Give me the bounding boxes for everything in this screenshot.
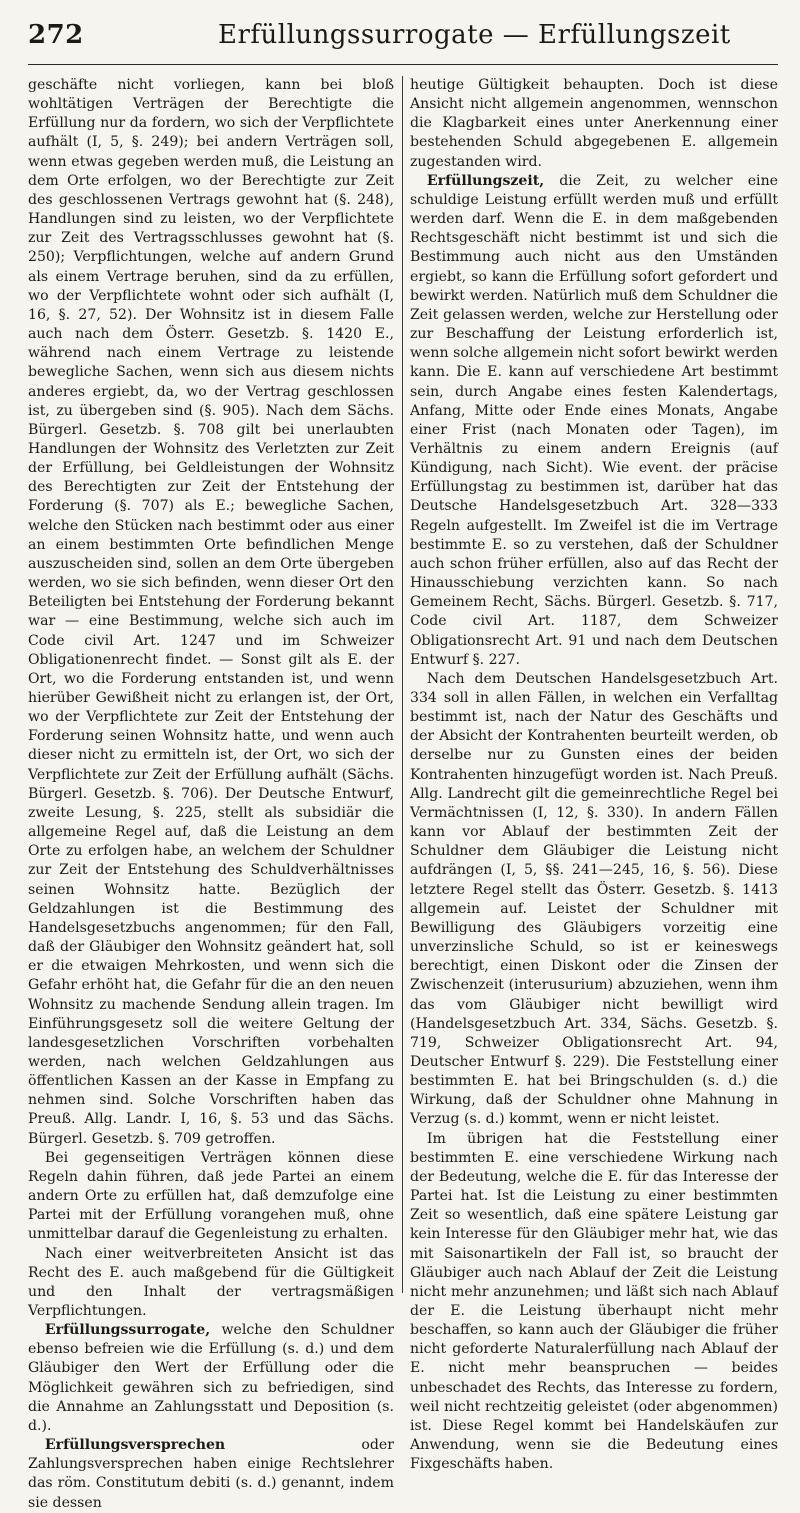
entry-text: die Zeit, zu welcher eine schuldige Leistung erfüllt werden muß und erfüllt werden darf. Wenn die E. in dem maßgebenden Rechtsgeschäft nicht bestimmt ist und sich die Bestimmung auch nicht aus den Umständen ergiebt, so kann die Erfüllung sofort gefordert und bewirkt werden. Natürlich muß dem Schuldner die Zeit gelassen werden, welche zur Herstellung oder zur Beschaffung der Leistung erforderlich ist, wenn solche allgemein nicht sofort bewirkt werden kann. Die E. kann auf verschiedene Art bestimmt sein, durch Angabe eines festen Kalendertags, Anfang, Mitte oder Ende eines Monats, Angabe einer Frist (nach Monaten oder Tagen), im Verhältnis zu einem andern Ereignis (auf Kündigung, nach Sicht). Wie event. der präcise Erfüllungstag zu bestimmen ist, darüber hat das Deutsche Handelsgesetzbuch Art. 328—333 Regeln aufgestellt. Im Zweifel ist die im Vertrage bestimmte E. so zu verstehen, daß der Schuldner auch schon früher erfüllen, also auf das Recht der Hinausschiebung verzichten kann. So nach Gemeinem Recht, Sächs. Bürgerl. Gesetzb. §. 717, Code civil Art. 1187, dem Schweizer Obligationsrecht Art. 91 und nach dem Deutschen Entwurf §. 227. [410,172,778,668]
entry-text: oder Zahlungsversprechen haben einige Rechtslehrer das röm. Constitutum debiti (s. d.) genannt, indem sie dessen [28,1437,394,1511]
page-number: 272 [28,20,84,50]
paragraph: heutige Gültigkeit behaupten. Doch ist diese Ansicht nicht allgemein angenommen, wennschon die Klagbarkeit eines unter Anerkennung einer bestehenden Schuld abgegebenen E. allgemein zugestanden wird. [410,77,778,170]
paragraph: Bei gegenseitigen Verträgen können diese Regeln dahin führen, daß jede Partei an einem andern Orte zu erfüllen hat, daß demzufolge eine Partei mit der Erfüllung vorangehen muß, ohne unmittelbar darauf die Gegenleistung zu erhalten. [28,1149,394,1243]
entry-erfuellungssurrogate [28,1321,394,1436]
paragraph: Im übrigen hat die Feststellung einer bestimmten E. eine verschiedene Wirkung nach der Bedeutung, welche die E. für das Interesse der Partei hat. Ist die Leistung zu einer bestimmten Zeit so wesentlich, daß eine spätere Leistung gar kein Interesse für den Gläubiger mehr hat, wie das mit Saisonartikeln der Fall ist, so braucht der Gläubiger auch nach Ablauf der Zeit die Leistung nicht mehr anzunehmen; und läßt sich nach Ablauf der E. die Leistung überhaupt nicht mehr beschaffen, so kann auch der Gläubiger die früher nicht geforderte Naturalerfüllung nach Ablauf der E. nicht mehr beanspruchen — beides unbeschadet des Rechts, das Interesse zu fordern, weil nicht rechtzeitig geleistet (oder abgenommen) ist. Diese Regel kommt bei Handelskäufen zur Anwendung, wenn sie die Bedeutung eines Fixgeschäfts haben. [410,1130,778,1473]
paragraph: Nach dem Deutschen Handelsgesetzbuch Art. 334 soll in allen Fällen, in welchen ein Verfalltag bestimmt ist, nach der Natur des Geschäfts und der Absicht der Kontrahenten beurteilt werden, ob derselbe nur zu Gunsten eines der beiden Kontrahenten hinzugefügt worden ist. Nach Preuß. Allg. Landrecht gilt die gemeinrechtliche Regel bei Vermächtnissen (I, 12, §. 330). In andern Fällen kann vor Ablauf der bestimmten Zeit der Schuldner dem Gläubiger die Leistung nicht aufdrängen (I, 5, §§. 241—245, 16, §. 56). Diese letztere Regel stellt das Österr. Gesetzb. §. 1413 allgemein auf. Leistet der Schuldner mit Bewilligung des Gläubigers vorzeitig eine unverzinsliche Schuld, so ist er keineswegs berechtigt, einen Diskont oder die Zinsen der Zwischenzeit (interusurium) abzuziehen, wenn ihm das vom Gläubiger nicht bewilligt wird (Handelsgesetzbuch Art. 334, Sächs. Gesetzb. §. 719, Schweizer Obligationsrecht Art. 94, Deutscher Entwurf §. 229). Die Feststellung einer bestimmten E. hat bei Bringschulden (s. d.) die Wirkung, daß der Schuldner ohne Mahnung in Verzug (s. d.) kommt, wenn er nicht leistet. [410,670,778,1128]
lemma-headword: Erfüllungsversprechen [44,1437,226,1454]
running-head: Erfüllungssurrogate — Erfüllungszeit [218,20,731,50]
lemma-headword: Erfüllungszeit, [426,172,545,189]
entry-erfuellungsversprechen [28,1436,394,1513]
column-divider [402,76,403,1293]
entry-text: welche den Schuldner ebenso befreien wie die Erfüllung (s. d.) und dem Gläubiger den Wert der Erfüllung oder die Möglichkeit gewähren sich zu befriedigen, sind die Annahme an Zahlungsstatt und Deposition (s. d.). [28,1322,394,1434]
entry-erfuellungszeit [410,172,778,670]
right-column [410,76,778,1473]
left-column [28,76,394,1511]
page-header [28,14,778,65]
text-columns [28,76,778,1511]
paragraph: geschäfte nicht vorliegen, kann bei bloß wohltätigen Verträgen der Berechtigte die Erfüllung nur da fordern, wo sich der Verpflichtete aufhält (I, 5, §. 249); bei andern Verträgen soll, wenn etwas gegeben werden muß, die Leistung an dem Orte erfolgen, wo der Berechtigte zur Zeit des geschlossenen Vertrags gewohnt hat (§. 248), Handlungen sind zu leisten, wo der Verpflichtete zur Zeit des Vertragsschlusses gewohnt hat (§. 250); Verpflichtungen, welche auf andern Grund als einem Vertrage beruhen, sind da zu erfüllen, wo der Verpflichtete wohnt oder sich aufhält (I, 16, §. 27, 52). Der Wohnsitz ist in diesem Falle auch nach dem Österr. Gesetzb. §. 1420 E., während nach einem Vertrage zu leistende bewegliche Sachen, wenn sich aus diesem nichts anderes ergiebt, da, wo der Vertrag geschlossen ist, zu übergeben sind (§. 905). Nach dem Sächs. Bürgerl. Gesetzb. §. 708 gilt bei unerlaubten Handlungen der Wohnsitz des Verletzten zur Zeit der Erfüllung, bei Geldleistungen der Wohnsitz des Berechtigten zur Zeit der Entstehung der Forderung (§. 707) als E.; bewegliche Sachen, welche den Stücken nach bestimmt oder aus einer an einem bestimmten Orte befindlichen Menge auszuscheiden sind, sollen an dem Orte übergeben werden, wo sie sich befinden, wenn dieser Ort den Beteiligten bei Entstehung der Forderung bekannt war — eine Bestimmung, welche sich auch im Code civil Art. 1247 und im Schweizer Obligationenrecht findet. — Sonst gilt als E. der Ort, wo die Forderung entstanden ist, und wenn hierüber Gewißheit nicht zu erlangen ist, der Ort, wo der Verpflichtete zur Zeit der Entstehung der Forderung seinen Wohnsitz hatte, und wenn auch dieser nicht zu ermitteln ist, der Ort, wo sich der Verpflichtete zur Zeit der Erfüllung aufhält (Sächs. Bürgerl. Gesetzb. §. 706). Der Deutsche Entwurf, zweite Lesung, §. 225, stellt als subsidiär die allgemeine Regel auf, daß die Leistung an dem Orte zu erfolgen habe, an welchem der Schuldner zur Zeit der Entstehung des Schuldverhältnisses seinen Wohnsitz hatte. Bezüglich der Geldzahlungen ist die Bestimmung des Handelsgesetzbuchs angenommen; für den Fall, daß der Gläubiger den Wohnsitz geändert hat, soll er die etwaigen Mehrkosten, und wenn sich die Gefahr erhöht hat, die Gefahr für die an den neuen Wohnsitz zu machende Sendung allein tragen. Im Einführungsgesetz soll die weitere Geltung der landesgesetzlichen Vorschriften vorbehalten werden, nach welchen Geldzahlungen aus öffentlichen Kassen an der Kasse in Empfang zu nehmen sind. Solche Vorschriften haben das Preuß. Allg. Landr. I, 16, §. 53 und das Sächs. Bürgerl. Gesetzb. §. 709 getroffen. [28,77,394,1147]
paragraph: Nach einer weitverbreiteten Ansicht ist das Recht des E. auch maßgebend für die Gültigkeit und den Inhalt der vertragsmäßigen Verpflichtungen. [28,1245,394,1319]
lemma-headword: Erfüllungssurrogate, [44,1322,211,1339]
